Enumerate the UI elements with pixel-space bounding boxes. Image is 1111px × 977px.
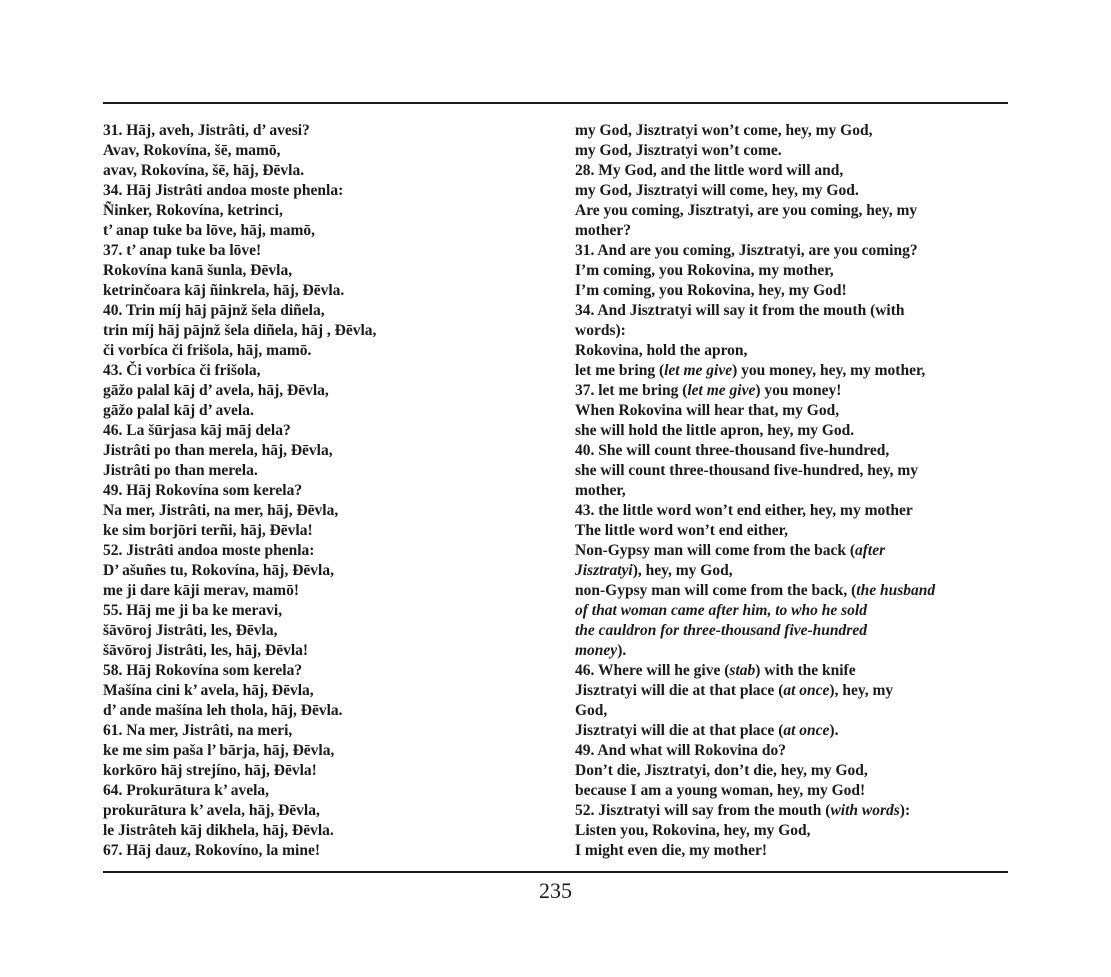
text-line: [103, 801, 543, 821]
text-segment: Non-Gypsy man will come from the back (: [575, 542, 855, 559]
text-line: [103, 641, 543, 661]
text-line: [103, 161, 543, 181]
text-line: [103, 361, 543, 381]
text-segment: non-Gypsy man will come from the back, (: [575, 582, 857, 599]
text-segment: Don’t die, Jisztratyi, don’t die, hey, my God,: [575, 762, 868, 779]
text-line: [575, 541, 995, 561]
text-line: [103, 341, 543, 361]
text-segment: she will count three-thousand five-hundred, hey, my: [575, 462, 919, 479]
text-segment: Jistrâti po than merela.: [103, 462, 258, 479]
text-segment: my God, Jisztratyi won’t come.: [575, 142, 782, 159]
text-segment: 28. My God, and the little word will and,: [575, 162, 844, 179]
text-segment: ).: [829, 722, 839, 739]
italic-segment: Jisztratyi: [575, 562, 633, 579]
text-segment: my God, Jisztratyi will come, hey, my God.: [575, 182, 859, 199]
text-line: [575, 241, 995, 261]
text-line: [103, 741, 543, 761]
text-line: [103, 381, 543, 401]
text-segment: 31. Hāj, aveh, Jistrâti, d’ avesi?: [103, 122, 310, 139]
text-line: [103, 281, 543, 301]
text-segment: Rokovina, hold the apron,: [575, 342, 748, 359]
text-segment: 43. the little word won’t end either, hey, my mother: [575, 502, 913, 519]
text-line: [575, 821, 995, 841]
text-segment: Na mer, Jistrâti, na mer, hāj, Đēvla,: [103, 502, 339, 519]
text-segment: gāžo palal kāj d’ avela, hāj, Đēvla,: [103, 382, 329, 399]
text-segment: ) you money, hey, my mother,: [732, 362, 926, 379]
text-line: [575, 341, 995, 361]
text-line: [575, 601, 995, 621]
text-segment: I might even die, my mother!: [575, 842, 767, 859]
text-segment: Jisztratyi will die at that place (: [575, 682, 784, 699]
text-line: [103, 601, 543, 621]
text-line: [103, 761, 543, 781]
text-segment: I’m coming, you Rokovina, my mother,: [575, 262, 834, 279]
text-segment: 31. And are you coming, Jisztratyi, are you coming?: [575, 242, 918, 259]
text-segment: avav, Rokovína, šē, hāj, Đēvla.: [103, 162, 305, 179]
text-line: [575, 741, 995, 761]
text-segment: 58. Hāj Rokovína som kerela?: [103, 662, 303, 679]
italic-segment: at once: [783, 682, 830, 699]
text-line: [575, 421, 995, 441]
text-line: [575, 581, 995, 601]
text-segment: because I am a young woman, hey, my God!: [575, 782, 866, 799]
text-line: [575, 761, 995, 781]
text-segment: I’m coming, you Rokovina, hey, my God!: [575, 282, 847, 299]
text-segment: Rokovína kanā šunla, Đēvla,: [103, 262, 293, 279]
text-segment: 34. Hāj Jistrâti andoa moste phenla:: [103, 182, 344, 199]
text-segment: 40. She will count three-thousand five-hundred,: [575, 442, 890, 459]
text-segment: she will hold the little apron, hey, my God.: [575, 422, 855, 439]
text-line: [103, 261, 543, 281]
text-line: [575, 121, 995, 141]
text-segment: šāvōroj Jistrâti, les, hāj, Đēvla!: [103, 642, 309, 659]
bottom-rule: [103, 871, 1008, 873]
text-line: [575, 461, 995, 481]
text-line: [575, 181, 995, 201]
text-line: [575, 721, 995, 741]
text-segment: trin míj hāj pājnž šela diñela, hāj , Đēvla,: [103, 322, 377, 339]
text-segment: 40. Trin míj hāj pājnž šela diñela,: [103, 302, 325, 319]
text-segment: d’ ande mašína leh thola, hāj, Đēvla.: [103, 702, 343, 719]
text-line: [575, 221, 995, 241]
text-line: [575, 621, 995, 641]
text-line: [103, 501, 543, 521]
text-segment: Are you coming, Jisztratyi, are you coming, hey, my: [575, 202, 918, 219]
text-line: [103, 401, 543, 421]
text-segment: my God, Jisztratyi won’t come, hey, my God,: [575, 122, 873, 139]
text-line: [103, 221, 543, 241]
text-segment: 52. Jistrâti andoa moste phenla:: [103, 542, 315, 559]
text-segment: le Jistrâteh kāj dikhela, hāj, Đēvla.: [103, 822, 334, 839]
text-segment: mother?: [575, 222, 631, 239]
text-segment: mother,: [575, 482, 626, 499]
text-segment: t’ anap tuke ba lōve, hāj, mamō,: [103, 222, 315, 239]
text-segment: ):: [899, 802, 911, 819]
text-line: [575, 381, 995, 401]
text-segment: ) you money!: [755, 382, 842, 399]
text-segment: 37. t’ anap tuke ba lōve!: [103, 242, 262, 259]
italic-segment: at once: [783, 722, 830, 739]
text-segment: ketrinčoara kāj ñinkrela, hāj, Đēvla.: [103, 282, 345, 299]
text-line: [575, 801, 995, 821]
text-line: [103, 201, 543, 221]
text-line: [575, 481, 995, 501]
italic-segment: the husband: [856, 582, 936, 599]
text-line: [103, 441, 543, 461]
text-line: [575, 141, 995, 161]
text-segment: Listen you, Rokovina, hey, my God,: [575, 822, 811, 839]
romani-text-column: [103, 121, 543, 861]
text-segment: 37. let me bring (: [575, 382, 688, 399]
text-line: [103, 721, 543, 741]
text-line: [103, 781, 543, 801]
text-segment: 61. Na mer, Jistrâti, na meri,: [103, 722, 293, 739]
text-line: [103, 241, 543, 261]
text-line: [103, 541, 543, 561]
text-line: [103, 821, 543, 841]
text-segment: 49. Hāj Rokovína som kerela?: [103, 482, 303, 499]
text-line: [103, 701, 543, 721]
text-line: [575, 321, 995, 341]
text-segment: ), hey, my: [829, 682, 894, 699]
text-segment: 46. Where will he give (: [575, 662, 730, 679]
english-translation-column: [575, 121, 995, 861]
text-line: [575, 361, 995, 381]
text-line: [575, 781, 995, 801]
text-segment: 34. And Jisztratyi will say it from the mouth (with: [575, 302, 905, 319]
text-segment: ), hey, my God,: [632, 562, 733, 579]
text-segment: words):: [575, 322, 626, 339]
text-segment: ke sim borjōri terñi, hāj, Đēvla!: [103, 522, 313, 539]
text-segment: 52. Jisztratyi will say from the mouth (: [575, 802, 831, 819]
text-segment: Jistrâti po than merela, hāj, Đēvla,: [103, 442, 333, 459]
text-line: [575, 261, 995, 281]
text-segment: God,: [575, 702, 608, 719]
italic-segment: of that woman came after him, to who he sold: [575, 602, 867, 619]
italic-segment: with words: [830, 802, 900, 819]
text-line: [103, 621, 543, 641]
text-segment: Ñinker, Rokovína, ketrinci,: [103, 202, 283, 219]
text-segment: The little word won’t end either,: [575, 522, 788, 539]
text-line: [575, 641, 995, 661]
text-segment: 55. Hāj me ji ba ke meravi,: [103, 602, 283, 619]
text-line: [103, 301, 543, 321]
text-line: [103, 461, 543, 481]
text-line: [575, 401, 995, 421]
italic-segment: after: [855, 542, 886, 559]
text-segment: ) with the knife: [755, 662, 856, 679]
text-segment: me ji dare kāji merav, mamō!: [103, 582, 299, 599]
text-segment: let me bring (: [575, 362, 665, 379]
text-segment: Avav, Rokovína, šē, mamō,: [103, 142, 281, 159]
text-line: [575, 201, 995, 221]
text-line: [103, 181, 543, 201]
text-line: [575, 681, 995, 701]
text-line: [575, 661, 995, 681]
text-line: [103, 841, 543, 861]
italic-segment: the cauldron for three-thousand five-hundred: [575, 622, 867, 639]
text-segment: Jisztratyi will die at that place (: [575, 722, 784, 739]
italic-segment: money: [575, 642, 618, 659]
text-line: [103, 521, 543, 541]
text-segment: korkōro hāj strejíno, hāj, Đēvla!: [103, 762, 317, 779]
text-segment: šāvōroj Jistrâti, les, Đēvla,: [103, 622, 278, 639]
text-line: [103, 321, 543, 341]
text-line: [575, 841, 995, 861]
text-segment: 67. Hāj dauz, Rokovíno, la mine!: [103, 842, 321, 859]
text-line: [103, 661, 543, 681]
text-segment: 49. And what will Rokovina do?: [575, 742, 787, 759]
text-line: [103, 121, 543, 141]
text-segment: gāžo palal kāj d’ avela.: [103, 402, 254, 419]
text-line: [575, 441, 995, 461]
text-line: [575, 501, 995, 521]
text-line: [103, 681, 543, 701]
text-line: [575, 561, 995, 581]
page-number: 235: [539, 878, 572, 903]
italic-segment: let me give: [664, 362, 733, 379]
text-line: [103, 481, 543, 501]
text-segment: D’ ašuñes tu, Rokovína, hāj, Đēvla,: [103, 562, 334, 579]
text-segment: prokurātura k’ avela, hāj, Đēvla,: [103, 802, 320, 819]
italic-segment: stab: [729, 662, 756, 679]
text-line: [103, 421, 543, 441]
text-segment: Mašína cini k’ avela, hāj, Đēvla,: [103, 682, 314, 699]
text-line: [575, 301, 995, 321]
text-segment: či vorbíca či frišola, hāj, mamō.: [103, 342, 312, 359]
text-segment: When Rokovina will hear that, my God,: [575, 402, 840, 419]
text-line: [103, 581, 543, 601]
text-line: [575, 521, 995, 541]
text-line: [575, 701, 995, 721]
text-segment: ke me sim paša l’ bārja, hāj, Đēvla,: [103, 742, 335, 759]
text-segment: 43. Či vorbíca či frišola,: [103, 362, 261, 379]
text-segment: 46. La šūrjasa kāj māj dela?: [103, 422, 291, 439]
italic-segment: let me give: [687, 382, 756, 399]
text-line: [103, 141, 543, 161]
text-line: [103, 561, 543, 581]
text-line: [575, 161, 995, 181]
text-segment: ).: [617, 642, 627, 659]
text-line: [575, 281, 995, 301]
top-rule: [103, 102, 1008, 104]
text-segment: 64. Prokurātura k’ avela,: [103, 782, 270, 799]
